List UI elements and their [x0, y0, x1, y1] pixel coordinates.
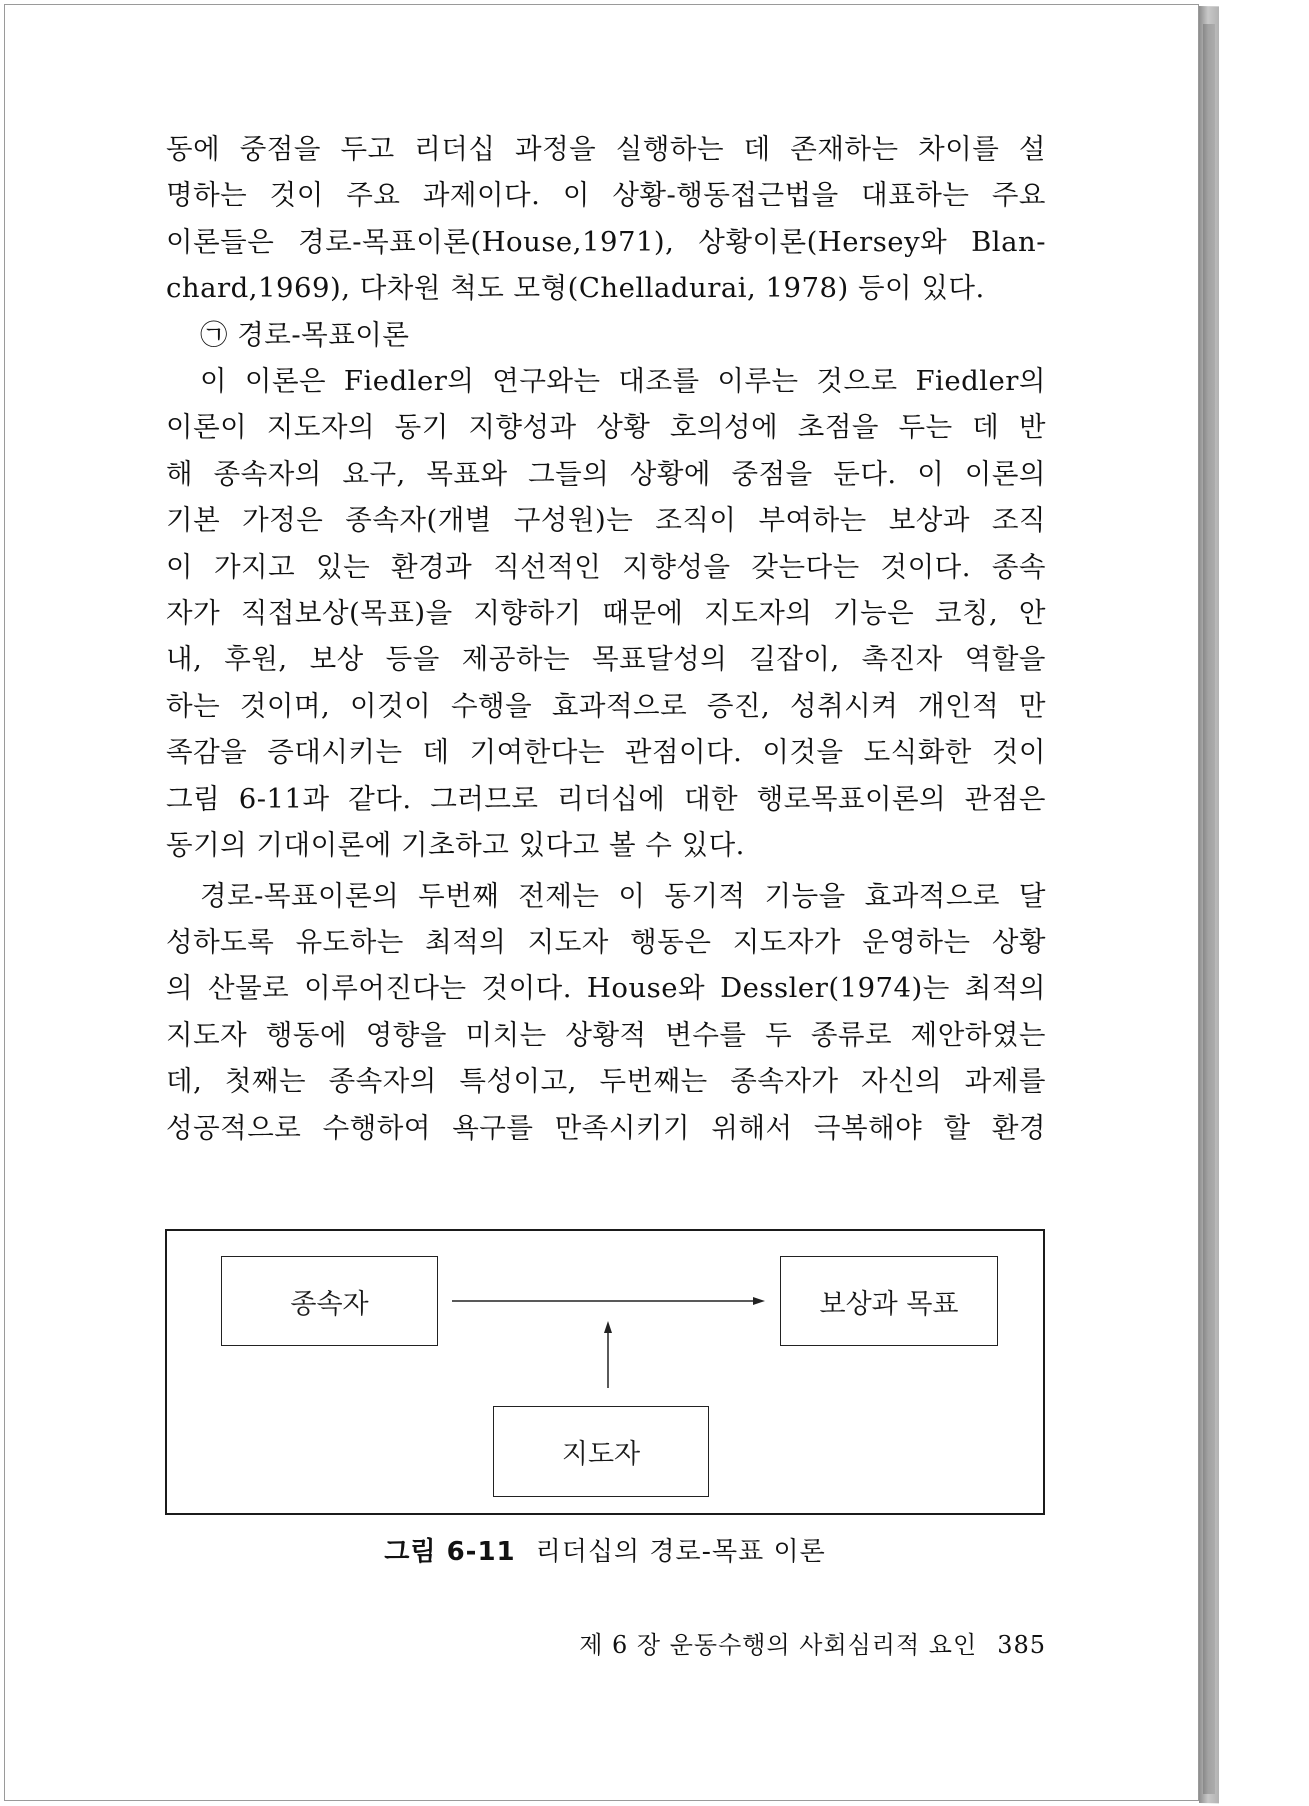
section-heading: ㉠ 경로-목표이론 — [200, 318, 410, 351]
leader-label: 지도자 — [561, 1439, 641, 1470]
page-number: 385 — [997, 1631, 1046, 1659]
figure-caption — [165, 1531, 1045, 1568]
body-text — [166, 126, 1046, 1151]
running-footer — [579, 1625, 1046, 1660]
text-line: 성공적으로 수행하여 욕구를 만족시키기 위해서 극복해야 할 환경 — [166, 1111, 1046, 1144]
leader-box — [493, 1406, 709, 1497]
reward-goal-box — [780, 1256, 998, 1346]
follower-label: 종속자 — [290, 1288, 369, 1320]
arrowhead-up-icon — [604, 1321, 612, 1333]
text-line: 족감을 증대시키는 데 기여한다는 관점이다. 이것을 도식화한 것이 — [166, 736, 1046, 769]
follower-box — [221, 1256, 438, 1346]
text-line: 하는 것이며, 이것이 수행을 효과적으로 증진, 성취시켜 개인적 만 — [166, 689, 1046, 722]
text-line: 의 산물로 이루어진다는 것이다. House와 Dessler(1974)는 최적의 — [166, 972, 1046, 1005]
path-goal-diagram — [165, 1229, 1045, 1515]
chapter-title: 제 6 장 운동수행의 사회심리적 요인 — [579, 1631, 978, 1659]
text-line: 동에 중점을 두고 리더십 과정을 실행하는 데 존재하는 차이를 설 — [166, 133, 1046, 165]
text-line: chard,1969), 다차원 척도 모형(Chelladurai, 1978) 등이 있다. — [166, 272, 985, 305]
text-line: 내, 후원, 보상 등을 제공하는 목표달성의 길잡이, 촉진자 역할을 — [166, 643, 1046, 676]
text-line: 명하는 것이 주요 과제이다. 이 상황-행동접근법을 대표하는 주요 — [166, 179, 1046, 212]
text-line: 그림 6-11과 같다. 그러므로 리더십에 대한 행로목표이론의 관점은 — [166, 782, 1046, 815]
arrowhead-right-icon — [753, 1297, 765, 1305]
reward-goal-label: 보상과 목표 — [819, 1288, 959, 1320]
text-line: 데, 첫째는 종속자의 특성이고, 두번째는 종속자가 자신의 과제를 — [166, 1065, 1046, 1098]
text-line: 동기의 기대이론에 기초하고 있다고 볼 수 있다. — [166, 829, 745, 862]
text-line: 이 가지고 있는 환경과 직선적인 지향성을 갖는다는 것이다. 종속 — [166, 550, 1046, 583]
text-line: 지도자 행동에 영향을 미치는 상황적 변수를 두 종류로 제안하였는 — [166, 1018, 1046, 1051]
text-line: 이 이론은 Fiedler의 연구와는 대조를 이루는 것으로 Fiedler의 — [200, 365, 1046, 398]
figure-title: 리더십의 경로-목표 이론 — [535, 1537, 826, 1567]
text-line: 이론들은 경로-목표이론(House,1971), 상황이론(Hersey와 Blan- — [166, 225, 1046, 258]
text-line: 기본 가정은 종속자(개별 구성원)는 조직이 부여하는 보상과 조직 — [166, 504, 1046, 537]
text-line: 경로-목표이론의 두번째 전제는 이 동기적 기능을 효과적으로 달 — [200, 879, 1046, 912]
text-line: 성하도록 유도하는 최적의 지도자 행동은 지도자가 운영하는 상황 — [166, 925, 1046, 958]
figure-number: 그림 6-11 — [384, 1537, 516, 1567]
page-edge-inner — [1203, 24, 1215, 1794]
text-line: 해 종속자의 요구, 목표와 그들의 상황에 중점을 둔다. 이 이론의 — [166, 457, 1046, 490]
text-line: 이론이 지도자의 동기 지향성과 상황 호의성에 초점을 두는 데 반 — [166, 411, 1046, 444]
text-line: 자가 직접보상(목표)을 지향하기 때문에 지도자의 기능은 코칭, 안 — [166, 597, 1046, 630]
